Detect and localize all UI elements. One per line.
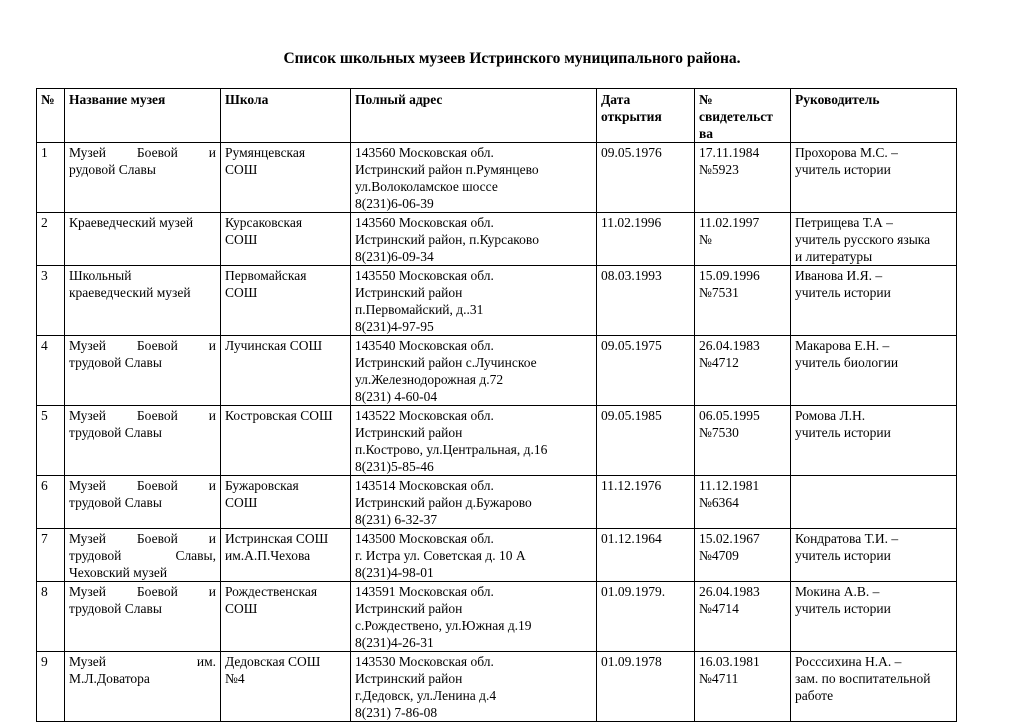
cell-cert-line: № <box>699 232 712 247</box>
header-date <box>597 89 695 143</box>
cell-name-line: трудовой Славы <box>69 355 162 370</box>
cell-address <box>351 336 597 406</box>
cell-address-line: п.Кострово, ул.Центральная, д.16 <box>355 442 548 457</box>
cell-address-line: 8(231)4-97-95 <box>355 319 434 334</box>
cell-address-line: 143560 Московская обл. <box>355 215 494 230</box>
cell-school-line: Костровская СОШ <box>225 408 333 423</box>
cell-date: 09.05.1975 <box>597 336 695 406</box>
cell-cert-line: №6364 <box>699 495 739 510</box>
cell-name-line: Музей Боевой и <box>69 531 216 546</box>
header-school: Школа <box>221 89 351 143</box>
cell-school-line: СОШ <box>225 162 258 177</box>
cell-address-line: 143550 Московская обл. <box>355 268 494 283</box>
cell-school <box>221 143 351 213</box>
cell-cert <box>695 336 791 406</box>
cell-address-line: 8(231)4-98-01 <box>355 565 434 580</box>
cell-address-line: 143522 Московская обл. <box>355 408 494 423</box>
cell-cert-line: 26.04.1983 <box>699 338 760 353</box>
cell-address-line: 8(231)4-26-31 <box>355 635 434 650</box>
cell-num: 1 <box>37 143 65 213</box>
cell-head-line: учитель истории <box>795 548 891 563</box>
cell-head <box>791 406 957 476</box>
cell-address-line: 143500 Московская обл. <box>355 531 494 546</box>
cell-num: 2 <box>37 213 65 266</box>
cell-name-line: трудовой Славы <box>69 495 162 510</box>
cell-address-line: 143591 Московская обл. <box>355 584 494 599</box>
cell-school <box>221 406 351 476</box>
cell-name <box>65 529 221 582</box>
cell-school-line: Лучинская СОШ <box>225 338 323 353</box>
cell-address-line: г.Дедовск, ул.Ленина д.4 <box>355 688 497 703</box>
cell-address-line: ул.Железнодорожная д.72 <box>355 372 504 387</box>
cell-cert-line: №4712 <box>699 355 739 370</box>
cell-cert-line: 17.11.1984 <box>699 145 760 160</box>
cell-address <box>351 476 597 529</box>
cell-school-line: Истринская СОШ <box>225 531 329 546</box>
cell-cert-line: 11.12.1981 <box>699 478 760 493</box>
cell-school-line: СОШ <box>225 601 258 616</box>
cell-school-line: Дедовская СОШ <box>225 654 321 669</box>
table-row <box>37 652 957 722</box>
cell-school-line: СОШ <box>225 285 258 300</box>
cell-date: 08.03.1993 <box>597 266 695 336</box>
cell-address <box>351 143 597 213</box>
cell-cert <box>695 529 791 582</box>
cell-cert-line: 06.05.1995 <box>699 408 760 423</box>
table-row <box>37 406 957 476</box>
cell-address-line: 143560 Московская обл. <box>355 145 494 160</box>
header-head: Руководитель <box>791 89 957 143</box>
cell-address-line: 8(231)6-06-39 <box>355 196 434 211</box>
cell-school <box>221 336 351 406</box>
cell-school <box>221 476 351 529</box>
cell-cert <box>695 266 791 336</box>
cell-cert <box>695 582 791 652</box>
cell-date: 09.05.1985 <box>597 406 695 476</box>
cell-school-line: СОШ <box>225 495 258 510</box>
cell-address-line: 8(231) 4-60-04 <box>355 389 438 404</box>
cell-school <box>221 529 351 582</box>
cell-name <box>65 406 221 476</box>
cell-head <box>791 652 957 722</box>
cell-head-line: учитель истории <box>795 425 891 440</box>
cell-cert-line: 16.03.1981 <box>699 654 760 669</box>
cell-cert <box>695 652 791 722</box>
cell-date: 11.12.1976 <box>597 476 695 529</box>
cell-head <box>791 266 957 336</box>
header-cert-line: ва <box>699 126 714 141</box>
header-cert-line: № <box>699 92 713 107</box>
cell-name <box>65 213 221 266</box>
cell-head-line: Ромова Л.Н. <box>795 408 866 423</box>
cell-num: 6 <box>37 476 65 529</box>
cell-head <box>791 529 957 582</box>
cell-name-line: трудовой Славы <box>69 601 162 616</box>
cell-address-line: Истринский район п.Румянцево <box>355 162 539 177</box>
cell-name <box>65 143 221 213</box>
cell-address-line: ул.Волоколамское шоссе <box>355 179 498 194</box>
cell-date: 01.09.1978 <box>597 652 695 722</box>
cell-num: 4 <box>37 336 65 406</box>
cell-head-line: работе <box>795 688 834 703</box>
cell-school <box>221 582 351 652</box>
cell-name <box>65 336 221 406</box>
cell-address-line: Истринский район <box>355 671 463 686</box>
cell-school <box>221 652 351 722</box>
cell-name-line: рудовой Славы <box>69 162 156 177</box>
cell-date: 11.02.1996 <box>597 213 695 266</box>
header-date-line: Дата <box>601 92 631 107</box>
cell-school-line: им.А.П.Чехова <box>225 548 311 563</box>
cell-head-line: Росссихина Н.А. – <box>795 654 902 669</box>
cell-head-line: учитель биологии <box>795 355 899 370</box>
cell-address-line: Истринский район <box>355 601 463 616</box>
cell-date: 01.09.1979. <box>597 582 695 652</box>
cell-school-line: Бужаровская <box>225 478 299 493</box>
cell-cert-line: №7530 <box>699 425 739 440</box>
cell-school-line: Курсаковская <box>225 215 303 230</box>
cell-name-line: Чеховский музей <box>69 565 168 580</box>
cell-address-line: 143530 Московская обл. <box>355 654 494 669</box>
cell-head <box>791 213 957 266</box>
cell-head-line: Иванова И.Я. – <box>795 268 883 283</box>
cell-address <box>351 266 597 336</box>
cell-name-line: Краеведческий музей <box>69 215 194 230</box>
cell-date: 01.12.1964 <box>597 529 695 582</box>
cell-name-line: Музей Боевой и <box>69 478 216 493</box>
cell-head-line: зам. по воспитательной <box>795 671 931 686</box>
cell-head-line: Кондратова Т.И. – <box>795 531 899 546</box>
cell-address-line: г. Истра ул. Советская д. 10 А <box>355 548 526 563</box>
table-row <box>37 476 957 529</box>
cell-address <box>351 652 597 722</box>
cell-head-line: и литературы <box>795 249 873 264</box>
cell-address <box>351 529 597 582</box>
cell-num: 3 <box>37 266 65 336</box>
cell-head-line: учитель русского языка <box>795 232 931 247</box>
cell-cert <box>695 213 791 266</box>
cell-head <box>791 476 957 529</box>
cell-name-line: Музей им. <box>69 654 216 669</box>
header-date-line: открытия <box>601 109 662 124</box>
table-row <box>37 336 957 406</box>
cell-name-line: трудовой Славы <box>69 425 162 440</box>
cell-cert-line: 26.04.1983 <box>699 584 760 599</box>
cell-school-line: №4 <box>225 671 245 686</box>
cell-address-line: 143540 Московская обл. <box>355 338 494 353</box>
table-row <box>37 529 957 582</box>
cell-cert-line: 15.02.1967 <box>699 531 760 546</box>
cell-head-line: Прохорова М.С. – <box>795 145 898 160</box>
cell-name <box>65 652 221 722</box>
header-name: Название музея <box>65 89 221 143</box>
cell-head <box>791 582 957 652</box>
cell-name-line: Музей Боевой и <box>69 145 216 160</box>
cell-head <box>791 143 957 213</box>
cell-name-line: трудовой Славы, <box>69 548 216 563</box>
cell-address-line: с.Рождествено, ул.Южная д.19 <box>355 618 532 633</box>
header-cert-line: свидетельст <box>699 109 773 124</box>
cell-name-line: Музей Боевой и <box>69 338 216 353</box>
cell-address-line: Истринский район с.Лучинское <box>355 355 537 370</box>
cell-address-line: Истринский район, п.Курсаково <box>355 232 539 247</box>
header-cert <box>695 89 791 143</box>
document-title: Список школьных музеев Истринского муниципального района. <box>283 50 741 67</box>
cell-cert-line: 11.02.1997 <box>699 215 760 230</box>
cell-head-line: учитель истории <box>795 285 891 300</box>
cell-name <box>65 266 221 336</box>
cell-school-line: Рождественская <box>225 584 318 599</box>
cell-address-line: 8(231) 6-32-37 <box>355 512 438 527</box>
cell-address <box>351 582 597 652</box>
museums-table <box>36 88 957 722</box>
cell-name <box>65 582 221 652</box>
cell-name-line: Музей Боевой и <box>69 584 216 599</box>
cell-name-line: краеведческий музей <box>69 285 191 300</box>
cell-name-line: М.Л.Доватора <box>69 671 150 686</box>
cell-address-line: 8(231)6-09-34 <box>355 249 434 264</box>
cell-head-line: Мокина А.В. – <box>795 584 880 599</box>
cell-cert <box>695 143 791 213</box>
cell-cert <box>695 406 791 476</box>
cell-head-line: Макарова Е.Н. – <box>795 338 890 353</box>
cell-school <box>221 213 351 266</box>
cell-cert-line: №7531 <box>699 285 739 300</box>
cell-address <box>351 213 597 266</box>
cell-address-line: 143514 Московская обл. <box>355 478 494 493</box>
cell-head-line: учитель истории <box>795 601 891 616</box>
cell-address-line: п.Первомайский, д..31 <box>355 302 484 317</box>
cell-head-line: Петрищева Т.А – <box>795 215 893 230</box>
header-row <box>37 89 957 143</box>
cell-num: 8 <box>37 582 65 652</box>
cell-num: 5 <box>37 406 65 476</box>
table-row <box>37 266 957 336</box>
table-row <box>37 582 957 652</box>
cell-school-line: СОШ <box>225 232 258 247</box>
cell-address-line: Истринский район <box>355 425 463 440</box>
cell-address-line: 8(231)5-85-46 <box>355 459 434 474</box>
cell-num: 7 <box>37 529 65 582</box>
cell-school <box>221 266 351 336</box>
cell-head-line: учитель истории <box>795 162 891 177</box>
cell-cert-line: №4714 <box>699 601 739 616</box>
cell-name-line: Музей Боевой и <box>69 408 216 423</box>
cell-head <box>791 336 957 406</box>
cell-cert-line: №4711 <box>699 671 739 686</box>
cell-date: 09.05.1976 <box>597 143 695 213</box>
cell-address <box>351 406 597 476</box>
header-address: Полный адрес <box>351 89 597 143</box>
cell-cert <box>695 476 791 529</box>
cell-cert-line: №4709 <box>699 548 739 563</box>
table-row <box>37 213 957 266</box>
cell-cert-line: №5923 <box>699 162 739 177</box>
cell-num: 9 <box>37 652 65 722</box>
cell-address-line: 8(231) 7-86-08 <box>355 705 438 720</box>
cell-name <box>65 476 221 529</box>
cell-name-line: Школьный <box>69 268 132 283</box>
cell-cert-line: 15.09.1996 <box>699 268 760 283</box>
cell-school-line: Первомайская <box>225 268 307 283</box>
cell-school-line: Румянцевская <box>225 145 306 160</box>
cell-address-line: Истринский район <box>355 285 463 300</box>
cell-address-line: Истринский район д.Бужарово <box>355 495 532 510</box>
header-num: № <box>37 89 65 143</box>
table-row <box>37 143 957 213</box>
